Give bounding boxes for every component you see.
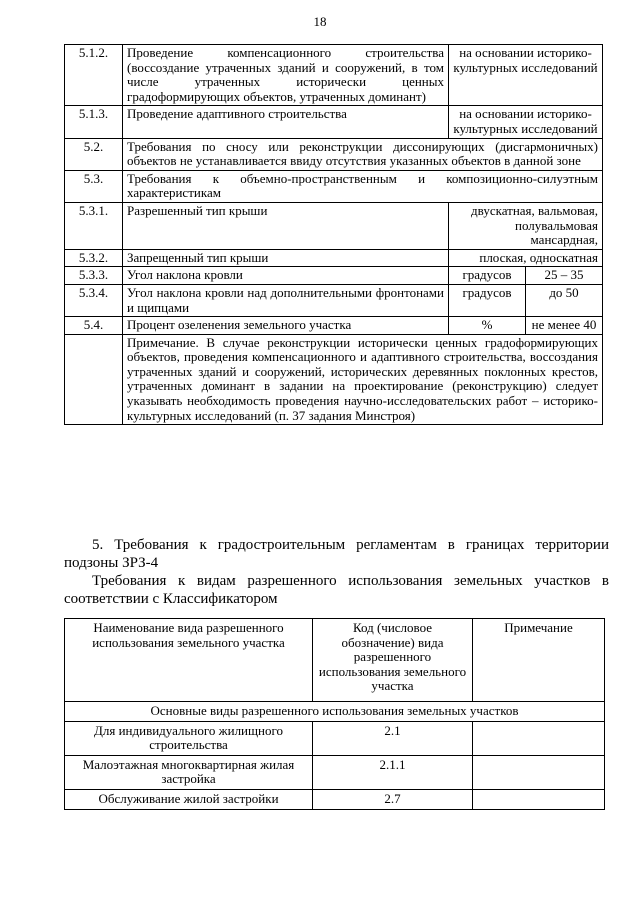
table-row-note [65,334,603,425]
row-number: 5.3. [65,170,123,202]
use-note [473,721,605,755]
use-code: 2.1.1 [313,755,473,789]
row-number: 5.3.3. [65,267,123,285]
use-code: 2.1 [313,721,473,755]
row-amount: не менее 40 [526,317,603,335]
table-row [65,721,605,755]
row-unit: градусов [449,267,526,285]
row-number: 5.3.4. [65,284,123,316]
header-note: Примечание [473,619,605,702]
header-name: Наименование вида разрешенного использования земельного участка [65,619,313,702]
row-text: Угол наклона кровли [123,267,449,285]
table-row [65,789,605,809]
section-heading: 5. Требования к градостроительным регламентам в границах территории подзоны ЗРЗ-4 [64,537,609,571]
section-subheading: Требования к видам разрешенного использования земельных участков в соответствии с Классификатором [64,573,609,607]
row-number: 5.1.2. [65,45,123,106]
row-text: Проведение компенсационного строительства (воссоздание утраченных зданий и сооружений, в том числе утраченных исторически ценных градоформирующих объектов, утраченных доминант) [123,45,449,106]
page-number: 18 [313,14,327,29]
table-row [65,170,603,202]
table-row [65,317,603,335]
row-value: плоская, односкатная [449,249,603,267]
row-number: 5.4. [65,317,123,335]
table-row [65,267,603,285]
row-text: Запрещенный тип крыши [123,249,449,267]
row-text: Процент озеленения земельного участка [123,317,449,335]
row-text: Требования к объемно-пространственным и композиционно-силуэтным характеристикам [123,170,603,202]
table-row [65,202,603,249]
row-number: 5.2. [65,138,123,170]
row-text: Разрешенный тип крыши [123,202,449,249]
row-unit: % [449,317,526,335]
table-header-row [65,619,605,702]
table-row [65,284,603,316]
row-unit: градусов [449,284,526,316]
row-text: Проведение адаптивного строительства [123,106,449,138]
use-code: 2.7 [313,789,473,809]
row-amount: 25 – 35 [526,267,603,285]
use-note [473,755,605,789]
use-name: Малоэтажная многоквартирная жилая застройка [65,755,313,789]
row-value: на основании историко-культурных исследований [449,45,603,106]
note-empty-cell [65,334,123,425]
land-use-table [64,618,605,810]
row-number: 5.1.3. [65,106,123,138]
row-amount: до 50 [526,284,603,316]
table-row [65,249,603,267]
group-title: Основные виды разрешенного использования земельных участков [65,702,605,722]
row-number: 5.3.1. [65,202,123,249]
table-row [65,138,603,170]
regulations-table [64,44,603,425]
row-number: 5.3.2. [65,249,123,267]
note-text: Примечание. В случае реконструкции исторически ценных градоформирующих объектов, проведения компенсационного и адаптивного строительства, воссоздания утраченных зданий и сооружений, исторических деревянных поклонных крестов, утраченных доминант в задании на проектирование (реконструкцию) следует указывать необходимость проведения научно-исследовательских работ – историко-культурных исследований (п. 37 задания Минстроя) [123,334,603,425]
group-row [65,702,605,722]
header-code: Код (числовое обозначение) вида разрешенного использования земельного участка [313,619,473,702]
row-value: на основании историко-культурных исследований [449,106,603,138]
row-text: Угол наклона кровли над дополнительными фронтонами и щипцами [123,284,449,316]
table-row [65,755,605,789]
row-value: двускатная, вальмовая, полувальмовая мансардная, [449,202,603,249]
table-row [65,45,603,106]
use-name: Обслуживание жилой застройки [65,789,313,809]
use-name: Для индивидуального жилищного строительства [65,721,313,755]
row-text: Требования по сносу или реконструкции диссонирующих (дисгармоничных) объектов не устанавливается ввиду отсутствия указанных объектов в данной зоне [123,138,603,170]
use-note [473,789,605,809]
table-row [65,106,603,138]
